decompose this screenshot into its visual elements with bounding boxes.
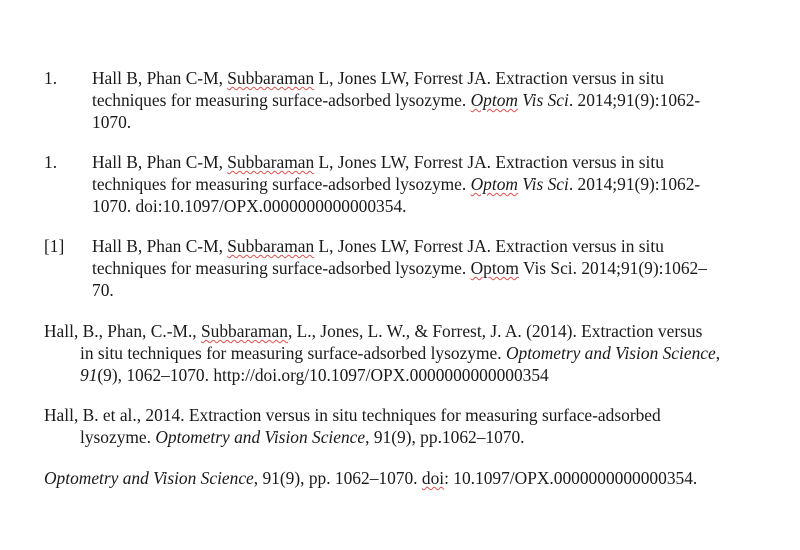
journal-abbrev: Vis Sci: [517, 174, 569, 194]
reference-marker: [1]: [44, 236, 65, 256]
citation-details: . 2014;91(9):1062-: [568, 90, 701, 110]
reference-line-1: [44, 467, 764, 489]
journal-abbrev: Vis Sci: [518, 258, 573, 278]
reference-line-2: [44, 426, 764, 448]
reference-line-1: [92, 152, 664, 172]
volume-number: 91: [80, 365, 98, 385]
journal-title: Optometry and Vision Science: [155, 427, 366, 447]
spellcheck-flagged-word[interactable]: Subbaraman: [227, 236, 315, 256]
journal-abbrev: Vis Sci: [517, 90, 569, 110]
journal-title: Optometry and Vision Science: [505, 343, 716, 363]
authors-text: Hall B, Phan C-M,: [92, 68, 228, 88]
authors-text: Hall, B., Phan, C.-M.,: [44, 321, 201, 341]
journal-title: Optometry and Vision Science: [44, 468, 254, 488]
reference-line-1: [92, 68, 664, 88]
citation-details: . 2014;91(9):1062-: [568, 174, 701, 194]
reference-line-1: [44, 320, 764, 342]
spellcheck-flagged-word[interactable]: Subbaraman: [227, 68, 315, 88]
reference-line-2: [92, 258, 707, 278]
reference-line-2: [92, 174, 700, 194]
title-text: techniques for measuring surface-adsorbed lysozyme.: [92, 258, 471, 278]
authors-text: Hall B, Phan C-M,: [92, 236, 228, 256]
reference-line-1: Hall, B. et al., 2014. Extraction versus in situ techniques for measuring surface-adsorbed: [44, 405, 661, 425]
reference-entry-6: [44, 467, 764, 489]
citation-details: , 91(9), pp.1062–1070.: [365, 427, 525, 447]
punctuation: ,: [715, 343, 721, 363]
citation-details: (9), 1062–1070. http://doi.org/10.1097/OPX.0000000000000354: [97, 365, 549, 385]
citation-details: , 91(9), pp. 1062–1070.: [253, 468, 422, 488]
spellcheck-flagged-word[interactable]: doi: [421, 468, 445, 488]
doi-text: : 10.1097/OPX.0000000000000354.: [444, 468, 698, 488]
spellcheck-flagged-word[interactable]: Optom: [470, 90, 518, 110]
reference-entry-5: [44, 404, 764, 448]
authors-title-text: L, Jones LW, Forrest JA. Extraction versus in situ: [314, 152, 664, 172]
authors-title-text: L, Jones LW, Forrest JA. Extraction versus in situ: [314, 68, 664, 88]
spellcheck-flagged-word[interactable]: Subbaraman: [227, 152, 315, 172]
authors-title-text: , L., Jones, L. W., & Forrest, J. A. (2014). Extraction versus: [287, 321, 703, 341]
spellcheck-flagged-word[interactable]: Optom: [470, 174, 518, 194]
reference-marker: 1.: [44, 68, 58, 88]
reference-marker: 1.: [44, 152, 58, 172]
reference-line-2: [92, 90, 700, 110]
reference-line-3: 1070. doi:10.1097/OPX.0000000000000354.: [92, 196, 407, 216]
title-text: lysozyme.: [80, 427, 156, 447]
authors-text: Hall B, Phan C-M,: [92, 152, 228, 172]
reference-line-3: 70.: [92, 280, 114, 300]
reference-line-3: 1070.: [92, 112, 132, 132]
title-text: techniques for measuring surface-adsorbed lysozyme.: [92, 174, 471, 194]
reference-line-1: [92, 236, 664, 256]
spellcheck-flagged-word[interactable]: Subbaraman: [201, 321, 288, 341]
reference-entry-2: [44, 151, 764, 217]
reference-line-3: [44, 364, 764, 386]
reference-entry-3: [44, 235, 764, 301]
reference-line-2: [44, 342, 764, 364]
reference-entry-4: [44, 320, 764, 386]
authors-title-text: L, Jones LW, Forrest JA. Extraction versus in situ: [314, 236, 664, 256]
spellcheck-flagged-word[interactable]: Optom: [470, 258, 519, 278]
title-text: in situ techniques for measuring surface-adsorbed lysozyme.: [80, 343, 506, 363]
citation-details: . 2014;91(9):1062–: [572, 258, 707, 278]
reference-entry-1: [44, 67, 764, 133]
title-text: techniques for measuring surface-adsorbed lysozyme.: [92, 90, 471, 110]
